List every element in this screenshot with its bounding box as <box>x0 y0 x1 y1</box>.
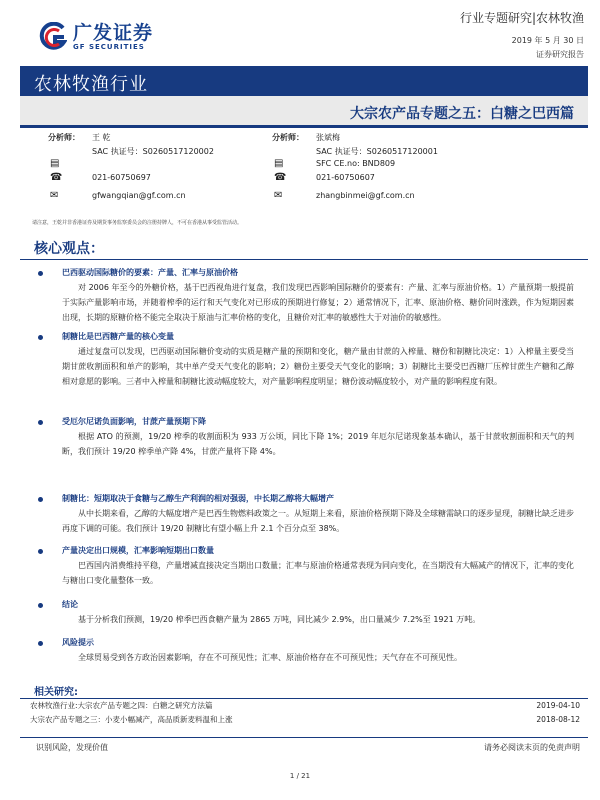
analyst-card-1 <box>20 132 283 202</box>
section-body: 通过复盘可以发现，巴西驱动国际糖价变动的实质是糖产量的预期和变化，糖产量由甘蔗的入榨量、糖份和制糖比决定：1）入榨量主要受当期甘蔗收割面积和单产的影响，其中单产受天气变化的影响；2）糖份主要受天气变化的影响；3）制糖比主要受巴西糖厂压榨甘蔗生产糖和乙醇相对意愿的影响。三者中入榨量和制糖比波动幅度较大，对产量影响程度明显；糖份波动幅度较小，对产量的影响程度有限。 <box>62 347 574 386</box>
section-risk <box>38 636 574 665</box>
phone-icon: ☎ <box>50 172 63 183</box>
section-heading: 产量决定出口规模，汇率影响短期出口数量 <box>62 546 214 555</box>
section-conclusion <box>38 598 574 627</box>
related-item-title[interactable]: 农林牧渔行业:大宗农产品专题之四：白糖之研究方法篇 <box>30 701 213 710</box>
page-number: 1 / 21 <box>289 772 311 780</box>
bullet-icon <box>38 603 43 608</box>
analyst-sac: SAC 执证号：S0260517120002 <box>92 147 214 156</box>
phone-icon: ☎ <box>274 172 287 183</box>
report-kind: 证券研究报告 <box>536 50 584 59</box>
id-card-icon: ▤ <box>274 158 284 169</box>
related-research-title: 相关研究: <box>34 687 78 698</box>
section-heading: 结论 <box>62 600 78 609</box>
analyst-email[interactable]: gfwangqian@gf.com.cn <box>92 191 186 200</box>
section-heading: 巴西驱动国际糖价的要素：产量、汇率与原油价格 <box>62 268 238 277</box>
logo-cn-text: 广发证券 <box>73 21 154 44</box>
related-item-title[interactable]: 大宗农产品专题之三：小麦小幅减产，高品质新麦料温和上涨 <box>30 715 233 724</box>
analyst-phone: 021-60750607 <box>316 173 375 182</box>
analyst-card-2 <box>244 132 504 202</box>
section-body: 根据 ATO 的预测，19/20 榨季的收割面积为 933 万公顷，同比下降 1%；2019 年厄尔尼诺现象基本确认，基于甘蔗收割面积和天气的判断，我们预计 19/20 榨季单产降 4%，甘蔗产量将下降 4%。 <box>62 432 574 456</box>
section-heading: 受厄尔尼诺负面影响，甘蔗产量预期下降 <box>62 417 206 426</box>
industry-title: 农林牧渔行业 <box>34 74 148 95</box>
analyst-block <box>20 132 588 212</box>
section-body: 全球贸易受到各方政治因素影响，存在不可预见性；汇率、原油价格存在不可预见性；天气存在不可预见性。 <box>78 653 462 662</box>
related-item[interactable] <box>20 699 588 713</box>
analyst-label: 分析师： <box>272 133 304 142</box>
analyst-name: 王 乾 <box>92 133 111 142</box>
related-research-list <box>20 698 588 727</box>
section-heading: 制糖比是巴西糖产量的核心变量 <box>62 332 174 341</box>
section-sugar-ratio <box>38 330 574 389</box>
id-card-icon: ▤ <box>50 158 60 169</box>
subtitle-bar <box>20 96 588 128</box>
core-divider <box>20 259 588 260</box>
report-type: 行业专题研究|农林牧渔 <box>459 11 584 25</box>
analyst-sac: SAC 执证号：S0260517120001 <box>316 147 438 156</box>
analyst-phone: 021-60750697 <box>92 173 151 182</box>
footer-disclaimer-note: 请务必阅读末页的免责声明 <box>484 743 580 752</box>
section-body: 从中长期来看，乙醇的大幅度增产是巴西生物燃料政策之一。从短期上来看，原油价格预期下降及全球糖需缺口的逐步显现，制糖比缺乏进步再度下调的可能。我们预计 19/20 制糖比有望小幅上升 2.1 个百分点至 38%。 <box>62 509 574 533</box>
footer-slogan: 识别风险，发现价值 <box>36 743 108 752</box>
logo-en-text: GF SECURITIES <box>73 42 145 51</box>
section-drivers <box>38 266 574 325</box>
footer-divider <box>20 737 588 738</box>
analyst-sfc: SFC CE.no: BND809 <box>316 159 396 168</box>
analyst-name: 张斌梅 <box>316 133 340 142</box>
gf-logo-icon <box>37 22 67 52</box>
report-header <box>0 0 600 66</box>
section-heading: 风险提示 <box>62 638 94 647</box>
section-ethanol <box>38 492 574 536</box>
related-item[interactable] <box>20 713 588 727</box>
section-exports <box>38 544 574 588</box>
report-date: 2019 年 5 月 30 日 <box>511 36 584 45</box>
bullet-icon <box>38 497 43 502</box>
bullet-icon <box>38 549 43 554</box>
section-body: 对 2006 年至今的外糖价格，基于巴西视角进行复盘，我们发现巴西影响国际糖价的要素有：产量、汇率与原油价格。1）产量预期一般提前于实际产量影响市场，并随着榨季的运行和天气变化对已形成的预期进行修复；2）通常情况下，汇率、原油价格、糖价同时涨跌，作为短期因素出现，长期的原糖价格不能完全取决于原油与汇率价格的变化，且糖价对汇率的敏感性大于对油价的敏感性。 <box>62 283 574 322</box>
report-subtitle: 大宗农产品专题之五：白糖之巴西篇 <box>350 106 574 122</box>
industry-banner <box>20 66 588 96</box>
gf-securities-logo <box>37 22 153 52</box>
section-body: 基于分析我们预测，19/20 榨季巴西食糖产量为 2865 万吨，同比减少 2.9%，出口量减少 7.2%至 1921 万吨。 <box>78 615 481 624</box>
section-el-nino <box>38 415 574 459</box>
analyst-disclaimer: 请注意，王乾并非香港证券及期货事务监察委员会的注册持牌人，不可在香港从事受监管活动。 <box>32 220 243 226</box>
email-icon: ✉ <box>50 190 59 201</box>
section-heading: 制糖比：短期取决于食糖与乙醇生产利润的相对强弱，中长期乙醇将大幅增产 <box>62 494 334 503</box>
analyst-label: 分析师： <box>48 133 80 142</box>
section-body: 巴西国内消费维持平稳，产量增减直接决定当期出口数量；汇率与原油价格通常表现为同向变化，在当期没有大幅减产的情况下，汇率的变化与糖出口变化量整体一致。 <box>62 561 574 585</box>
bullet-icon <box>38 271 43 276</box>
core-viewpoints-title: 核心观点： <box>34 241 104 257</box>
bullet-icon <box>38 335 43 340</box>
analyst-email[interactable]: zhangbinmei@gf.com.cn <box>316 191 415 200</box>
bullet-icon <box>38 420 43 425</box>
related-item-date: 2019-04-10 <box>536 701 580 710</box>
related-item-date: 2018-08-12 <box>536 715 580 724</box>
email-icon: ✉ <box>274 190 283 201</box>
bullet-icon <box>38 641 43 646</box>
